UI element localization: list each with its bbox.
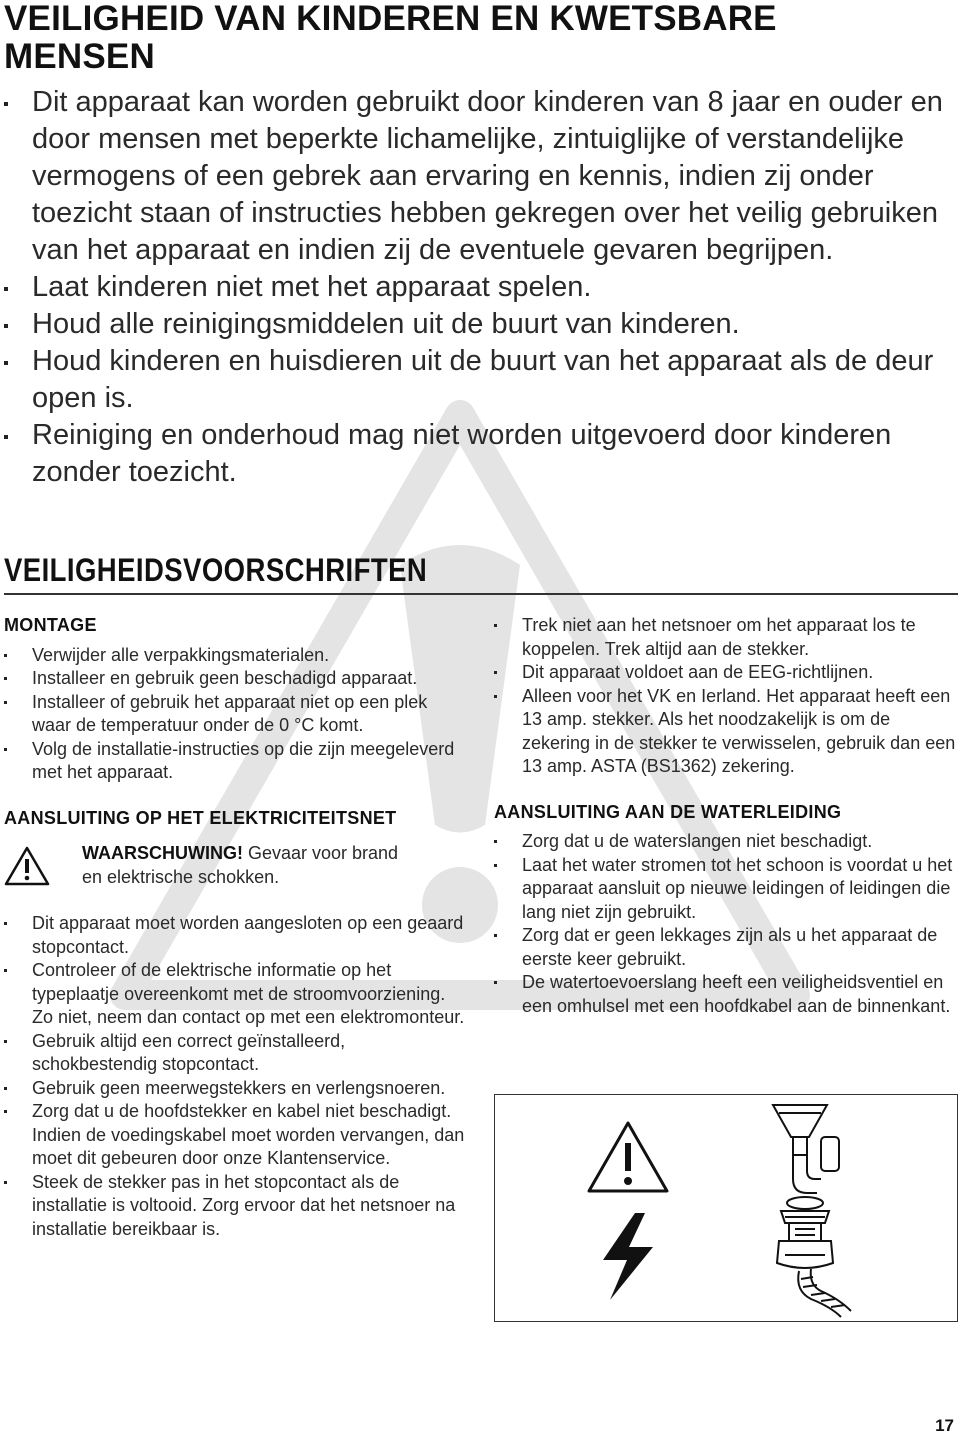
- list-item: Laat het water stromen tot het schoon is voordat u het apparaat aansluit op nieuwe leidingen of leidingen die lang niet zijn gebruikt.: [494, 854, 958, 925]
- warning-triangle-icon: [4, 846, 50, 886]
- list-item: Houd alle reinigingsmiddelen uit de buurt van kinderen.: [4, 306, 944, 343]
- montage-list: [4, 644, 466, 785]
- list-item: Zorg dat u de hoofdstekker en kabel niet beschadigt. Indien de voedingskabel moet worden vervangen, dan moet dit gebeuren door onze Klantenservice.: [4, 1100, 466, 1171]
- section-divider: [4, 593, 958, 595]
- warning-triangle-icon: [589, 1123, 667, 1191]
- lightning-bolt-icon: [603, 1213, 653, 1300]
- list-item: Dit apparaat voldoet aan de EEG-richtlijnen.: [494, 661, 958, 685]
- page-title-line-1: VEILIGHEID VAN KINDEREN EN KWETSBARE: [4, 0, 777, 38]
- figure-drawing: [495, 1095, 957, 1321]
- list-item: Gebruik geen meerwegstekkers en verlengsnoeren.: [4, 1077, 466, 1101]
- list-item: Volg de installatie-instructies op die zijn meegeleverd met het apparaat.: [4, 738, 466, 785]
- water-heading: AANSLUITING AAN DE WATERLEIDING: [494, 801, 842, 822]
- water-tap-valve-icon: [773, 1105, 851, 1317]
- list-item: Installeer of gebruik het apparaat niet op een plek waar de temperatuur onder de 0 °C komt.: [4, 691, 466, 738]
- list-item: Trek niet aan het netsnoer om het apparaat los te koppelen. Trek altijd aan de stekker.: [494, 614, 958, 661]
- electric-continued-list: [494, 614, 958, 779]
- list-item: Laat kinderen niet met het apparaat spelen.: [4, 269, 944, 306]
- electric-list: [4, 912, 466, 1241]
- safety-valve-figure: [494, 1094, 958, 1322]
- list-item: Zorg dat u de waterslangen niet beschadigt.: [494, 830, 958, 854]
- list-item: Reiniging en onderhoud mag niet worden uitgevoerd door kinderen zonder toezicht.: [4, 417, 944, 491]
- child-safety-list: [4, 84, 944, 491]
- list-item: Dit apparaat kan worden gebruikt door kinderen van 8 jaar en ouder en door mensen met beperkte lichamelijke, zintuiglijke of verstandelijke vermogens of een gebrek aan ervaring en kennis, indien zij onder toezicht staan of instructies hebben gekregen over het veilig gebruiken van het apparaat en indien zij de eventuele gevaren begrijpen.: [4, 84, 944, 269]
- electric-heading: AANSLUITING OP HET ELEKTRICITEITSNET: [4, 807, 397, 828]
- list-item: Dit apparaat moet worden aangesloten op een geaard stopcontact.: [4, 912, 466, 959]
- warning-message: Gevaar voor brand en elektrische schokken.: [82, 843, 399, 887]
- warning-notice: [4, 842, 466, 902]
- list-item: Installeer en gebruik geen beschadigd apparaat.: [4, 667, 466, 691]
- warning-label: WAARSCHUWING!: [82, 843, 243, 863]
- list-item: Alleen voor het VK en Ierland. Het apparaat heeft een 13 amp. stekker. Als het noodzakelijk is om de zekering in de stekker te verwisselen, gebruik dan een 13 amp. ASTA (BS1362) zekering.: [494, 685, 958, 779]
- left-column: [4, 614, 466, 1241]
- page-title-line-2: MENSEN: [4, 37, 155, 76]
- montage-heading: MONTAGE: [4, 615, 97, 635]
- list-item: Steek de stekker pas in het stopcontact als de installatie is voltooid. Zorg ervoor dat het netsnoer na installatie bereikbaar is.: [4, 1171, 466, 1242]
- list-item: Controleer of de elektrische informatie op het typeplaatje overeenkomt met de stroomvoorziening. Zo niet, neem dan contact op met een elektromonteur.: [4, 959, 466, 1030]
- water-list: [494, 830, 958, 1018]
- section-title: VEILIGHEIDSVOORSCHRIFTEN: [4, 552, 428, 588]
- list-item: Zorg dat er geen lekkages zijn als u het apparaat de eerste keer gebruikt.: [494, 924, 958, 971]
- page-title: [4, 0, 904, 76]
- list-item: Houd kinderen en huisdieren uit de buurt van het apparaat als de deur open is.: [4, 343, 944, 417]
- right-column: [494, 614, 958, 1018]
- list-item: Verwijder alle verpakkingsmaterialen.: [4, 644, 466, 668]
- list-item: De watertoevoerslang heeft een veiligheidsventiel en een omhulsel met een hoofdkabel aan de binnenkant.: [494, 971, 958, 1018]
- warning-text: [82, 842, 422, 889]
- page-number: 17: [935, 1416, 954, 1435]
- list-item: Gebruik altijd een correct geïnstalleerd, schokbestendig stopcontact.: [4, 1030, 466, 1077]
